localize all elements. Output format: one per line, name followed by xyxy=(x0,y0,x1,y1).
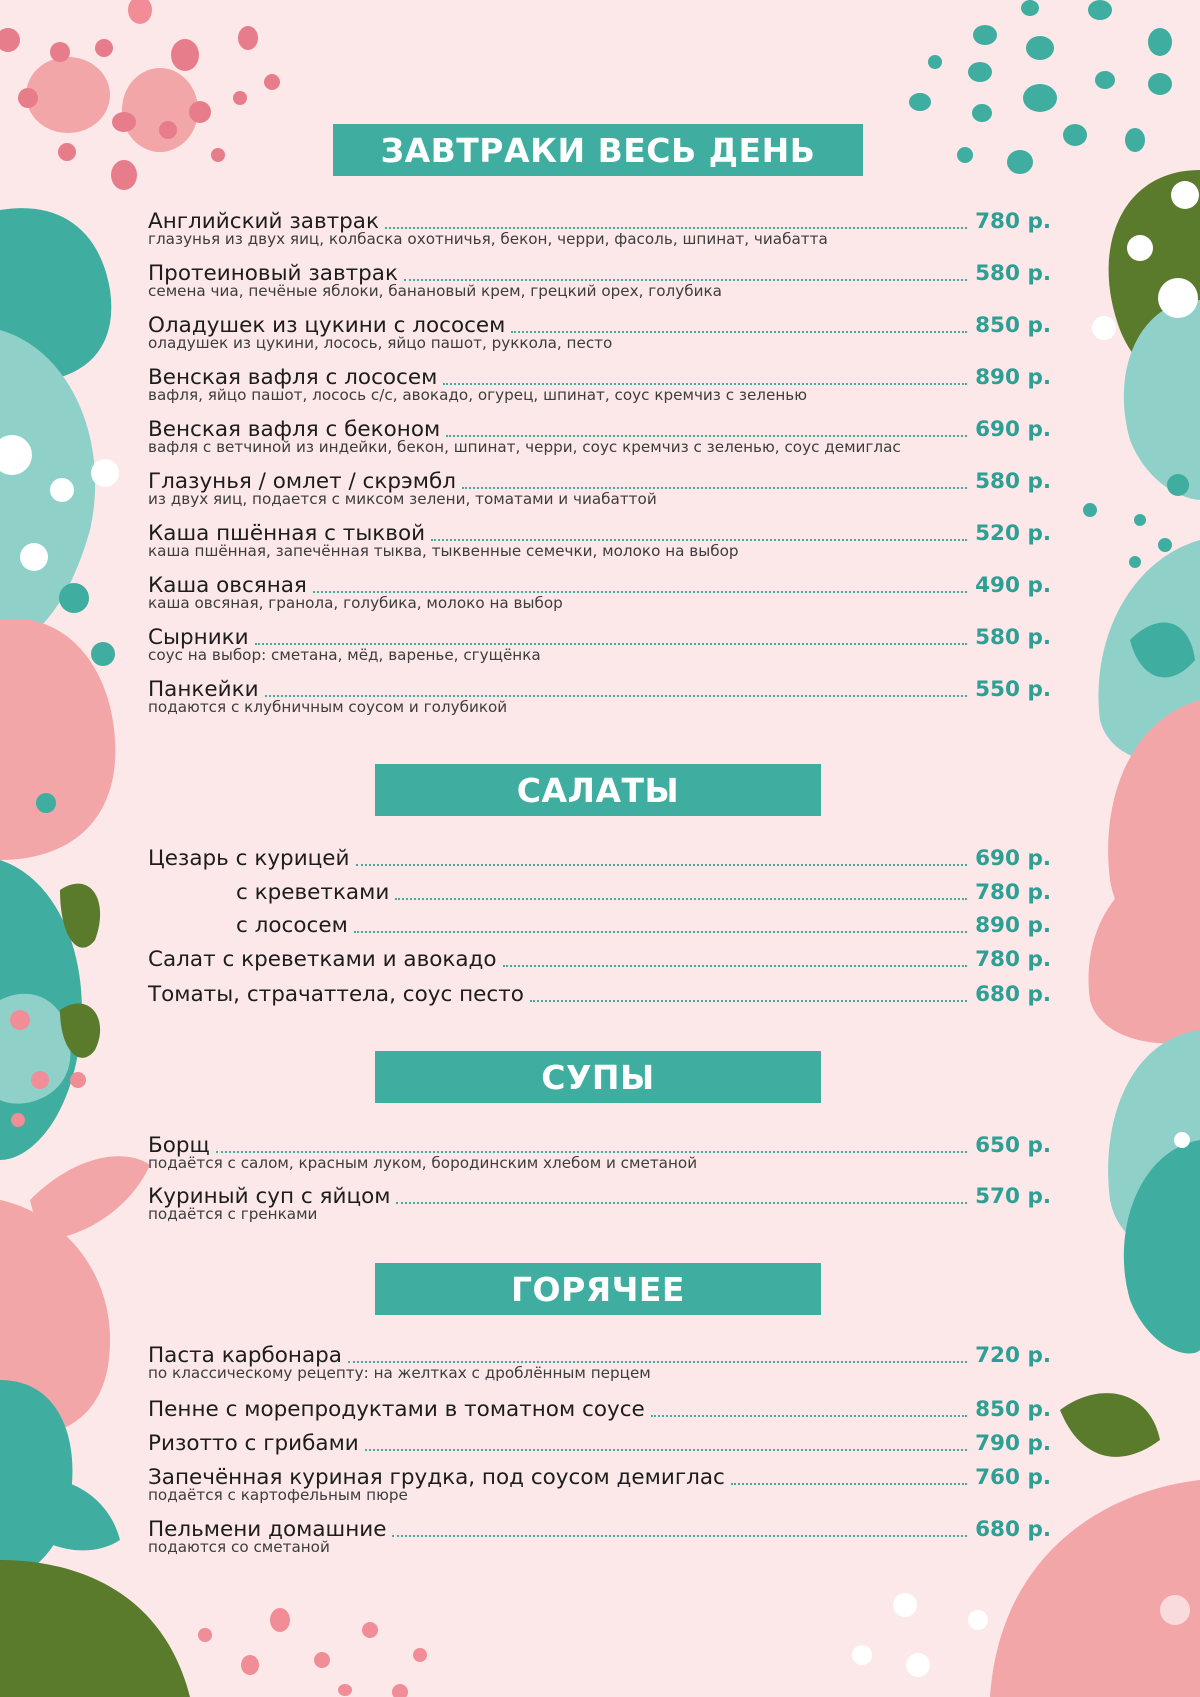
item-price: 780 р. xyxy=(975,947,1051,972)
item-description: вафля, яйцо пашот, лосось с/с, авокадо, огурец, шпинат, соус кремчиз с зеленью xyxy=(148,386,808,404)
item-description: оладушек из цукини, лосось, яйцо пашот, руккола, песто xyxy=(148,334,613,352)
item-price: 790 р. xyxy=(975,1431,1051,1456)
leader-dots xyxy=(385,227,967,229)
item-description: каша пшённая, запечённая тыква, тыквенные семечки, молоко на выбор xyxy=(148,542,739,560)
menu-item xyxy=(148,981,1051,1009)
item-description: семена чиа, печёные яблоки, банановый крем, грецкий орех, голубика xyxy=(148,282,722,300)
menu-item xyxy=(148,879,1051,907)
leader-dots xyxy=(731,1483,967,1485)
item-description: подаются со сметаной xyxy=(148,1538,330,1556)
item-name: Салат с креветками и авокадо xyxy=(148,947,497,972)
item-description: подаётся с картофельным пюре xyxy=(148,1486,408,1504)
leader-dots xyxy=(313,591,967,593)
item-name: Английский завтрак xyxy=(148,209,379,234)
leader-dots xyxy=(354,931,967,933)
menu-item xyxy=(148,312,1051,351)
item-name: Каша овсяная xyxy=(148,573,307,598)
leader-dots xyxy=(446,435,967,437)
menu-item xyxy=(148,416,1051,455)
menu-item xyxy=(148,1516,1051,1555)
item-name: Оладушек из цукини с лососем xyxy=(148,313,506,338)
item-name: Борщ xyxy=(148,1133,210,1158)
menu-item xyxy=(148,1132,1051,1171)
item-price: 580 р. xyxy=(975,261,1051,286)
item-description: из двух яиц, подается с миксом зелени, томатами и чиабаттой xyxy=(148,490,657,508)
leader-dots xyxy=(265,695,968,697)
item-name: с креветками xyxy=(236,880,390,905)
menu-item xyxy=(148,1464,1051,1503)
item-price: 690 р. xyxy=(975,846,1051,871)
leader-dots xyxy=(392,1535,967,1537)
leader-dots xyxy=(365,1449,967,1451)
leader-dots xyxy=(348,1361,967,1363)
item-name: Ризотто с грибами xyxy=(148,1431,359,1456)
item-price: 680 р. xyxy=(975,1517,1051,1542)
menu-item xyxy=(148,624,1051,663)
leader-dots xyxy=(216,1151,967,1153)
item-name: Запечённая куриная грудка, под соусом демиглас xyxy=(148,1465,725,1490)
item-price: 720 р. xyxy=(975,1343,1051,1368)
item-price: 890 р. xyxy=(975,913,1051,938)
leader-dots xyxy=(431,539,967,541)
leader-dots xyxy=(255,643,967,645)
section-title-salads: САЛАТЫ xyxy=(375,764,821,816)
item-description: соус на выбор: сметана, мёд, варенье, сгущёнка xyxy=(148,646,541,664)
item-name: Сырники xyxy=(148,625,249,650)
section-title-soups: СУПЫ xyxy=(375,1051,821,1103)
menu-item xyxy=(148,364,1051,403)
menu-item xyxy=(148,676,1051,715)
item-price: 690 р. xyxy=(975,417,1051,442)
item-name: Глазунья / омлет / скрэмбл xyxy=(148,469,457,494)
item-price: 570 р. xyxy=(975,1184,1051,1209)
item-name: Пельмени домашние xyxy=(148,1517,387,1542)
leader-dots xyxy=(462,487,967,489)
menu-item xyxy=(148,572,1051,611)
item-description: каша овсяная, гранола, голубика, молоко на выбор xyxy=(148,594,563,612)
leader-dots xyxy=(443,383,967,385)
menu-item xyxy=(148,520,1051,559)
item-price: 780 р. xyxy=(975,880,1051,905)
item-description: вафля с ветчиной из индейки, бекон, шпинат, черри, соус кремчиз с зеленью, соус демиглас xyxy=(148,438,901,456)
item-price: 650 р. xyxy=(975,1133,1051,1158)
leader-dots xyxy=(396,1202,967,1204)
menu-item xyxy=(148,260,1051,299)
item-price: 580 р. xyxy=(975,625,1051,650)
section-title-breakfast: ЗАВТРАКИ ВЕСЬ ДЕНЬ xyxy=(333,124,863,176)
menu-item xyxy=(148,1342,1051,1381)
item-name: Венская вафля с беконом xyxy=(148,417,441,442)
item-price: 520 р. xyxy=(975,521,1051,546)
leader-dots xyxy=(651,1415,967,1417)
item-description: подаются с клубничным соусом и голубикой xyxy=(148,698,508,716)
item-price: 490 р. xyxy=(975,573,1051,598)
item-name: Каша пшённая с тыквой xyxy=(148,521,426,546)
menu-item xyxy=(148,208,1051,247)
item-name: Венская вафля с лососем xyxy=(148,365,438,390)
menu-item xyxy=(148,1430,1051,1458)
item-name: Паста карбонара xyxy=(148,1343,342,1368)
item-description: подаётся с салом, красным луком, бородинским хлебом и сметаной xyxy=(148,1154,698,1172)
menu-item xyxy=(148,468,1051,507)
leader-dots xyxy=(511,331,967,333)
item-description: глазунья из двух яиц, колбаска охотничья, бекон, черри, фасоль, шпинат, чиабатта xyxy=(148,230,828,248)
menu-item xyxy=(148,1183,1051,1222)
item-name: с лососем xyxy=(236,913,348,938)
item-price: 760 р. xyxy=(975,1465,1051,1490)
menu-item xyxy=(148,912,1051,940)
menu-item xyxy=(148,946,1051,974)
item-description: подаётся с гренками xyxy=(148,1205,318,1223)
item-price: 850 р. xyxy=(975,1397,1051,1422)
leader-dots xyxy=(404,279,967,281)
item-name: Томаты, страчаттела, соус песто xyxy=(148,982,524,1007)
item-price: 890 р. xyxy=(975,365,1051,390)
item-name: Протеиновый завтрак xyxy=(148,261,398,286)
leader-dots xyxy=(356,864,968,866)
item-name: Цезарь с курицей xyxy=(148,846,350,871)
item-name: Пенне с морепродуктами в томатном соусе xyxy=(148,1397,645,1422)
leader-dots xyxy=(503,965,968,967)
menu-item xyxy=(148,1396,1051,1424)
item-price: 850 р. xyxy=(975,313,1051,338)
item-name: Куриный суп с яйцом xyxy=(148,1184,391,1209)
menu-item xyxy=(148,845,1051,873)
item-description: по классическому рецепту: на желтках с дроблённым перцем xyxy=(148,1364,651,1382)
section-title-hot: ГОРЯЧЕЕ xyxy=(375,1263,821,1315)
item-price: 780 р. xyxy=(975,209,1051,234)
leader-dots xyxy=(395,898,967,900)
item-price: 680 р. xyxy=(975,982,1051,1007)
item-price: 580 р. xyxy=(975,469,1051,494)
item-price: 550 р. xyxy=(975,677,1051,702)
leader-dots xyxy=(530,1000,967,1002)
item-name: Панкейки xyxy=(148,677,259,702)
